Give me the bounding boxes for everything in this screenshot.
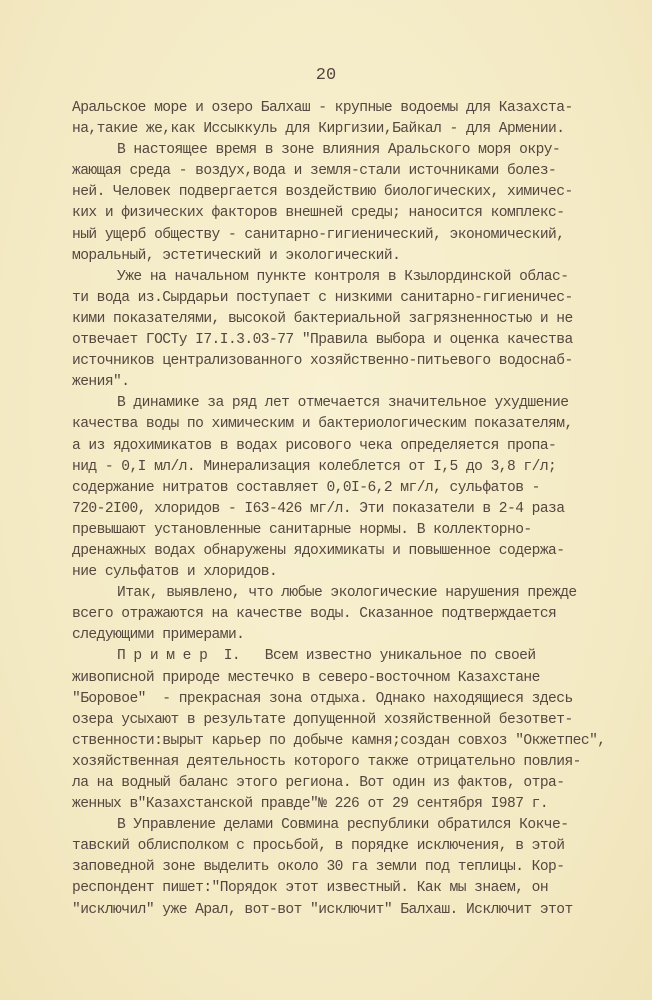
text-line: а из ядохимикатов в водах рисового чека определяется пропа- (72, 437, 557, 454)
text-line: источников централизованного хозяйственно-питьевого водоснаб- (72, 353, 573, 370)
text-line: следующими примерами. (72, 627, 245, 644)
text-line: хозяйственная деятельность которого также отрицательно повлия- (72, 753, 581, 770)
text-line: кими показателями, высокой бактериальной загрязненностью и не (72, 310, 573, 327)
text-line: 720-2I00, хлоридов - I63-426 мг/л. Эти показатели в 2-4 раза (72, 500, 565, 517)
text-line: В Управление делами Совмина республики обратился Кокче- (117, 817, 569, 834)
text-line: ла на водный баланс этого региона. Вот один из фактов, отра- (72, 775, 565, 791)
text-line: на,такие же,как Иссыккуль для Киргизии,Байкал - для Армении. (72, 121, 565, 138)
text-line: заповедной зоне выделить около 30 га земли под теплицы. Кор- (72, 859, 565, 876)
text-line: живописной природе местечко в северо-восточном Казахстане (72, 669, 540, 686)
text-line: нид - 0,I мл/л. Минерализация колеблется от I,5 до 3,8 г/л; (72, 458, 557, 475)
page-number: 20 (315, 66, 337, 85)
text-line: женных в"Казахстанской правде"№ 226 от 29 сентября I987 г. (72, 796, 549, 813)
text-line: "Боровое" - прекрасная зона отдыха. Однако находящиеся здесь (72, 690, 573, 707)
text-line: качества воды по химическим и бактериологическим показателям, (72, 416, 573, 433)
text-line: ней. Человек подвергается воздействию биологических, химичес- (72, 184, 573, 201)
text-line: озера усыхают в результате допущенной хозяйственной безответ- (72, 711, 573, 728)
text-line: превышают установленные санитарные нормы. В коллекторно- (72, 521, 532, 538)
text-line: содержание нитратов составляет 0,0I-6,2 мг/л, сульфатов - (72, 479, 540, 496)
text-line: респондент пишет:"Порядок этот известный. Как мы знаем, он (72, 880, 549, 897)
text-line: ный ущерб обществу - санитарно-гигиенический, экономический, (72, 226, 565, 243)
text-line: ние сульфатов и хлоридов. (72, 564, 278, 581)
text-line: дренажных водах обнаружены ядохимикаты и повышенное содержа- (72, 542, 565, 559)
text-line: Аральское море и озеро Балхаш - крупные водоемы для Казахста- (72, 100, 573, 116)
text-line: жения". (72, 374, 130, 391)
text-line: В динамике за ряд лет отмечается значительное ухудшение (117, 395, 569, 412)
text-line: ти вода из.Сырдарьи поступает с низкими санитарно-гигиеничес- (72, 289, 573, 306)
text-line: "исключил" уже Арал, вот-вот "исключит" Балхаш. Исключит этот (72, 901, 573, 918)
document-body (72, 98, 652, 921)
text-line: Итак, выявлено, что любые экологические нарушения прежде (117, 585, 577, 602)
text-line: ких и физических факторов внешней среды; наносится комплекс- (72, 205, 565, 222)
text-line: жающая среда - воздух,вода и земля-стали источниками болез- (72, 163, 557, 180)
text-line: Уже на начальном пункте контроля в Кзылординской облас- (117, 268, 569, 285)
text-line: П р и м е р I. Всем известно уникальное по своей (117, 648, 536, 665)
text-line: ственности:вырыт карьер по добыче камня;создан совхоз "Окжетпес", (72, 732, 606, 749)
text-line: В настоящее время в зоне влияния Аральского моря окру- (117, 142, 561, 159)
text-line: тавский облисполком с просьбой, в порядке исключения, в этой (72, 838, 565, 855)
text-line: отвечает ГОСТу I7.I.3.03-77 "Правила выбора и оценка качества (72, 332, 573, 349)
text-line: всего отражаются на качестве воды. Сказанное подтверждается (72, 606, 557, 623)
text-line: моральный, эстетический и экологический. (72, 247, 401, 264)
